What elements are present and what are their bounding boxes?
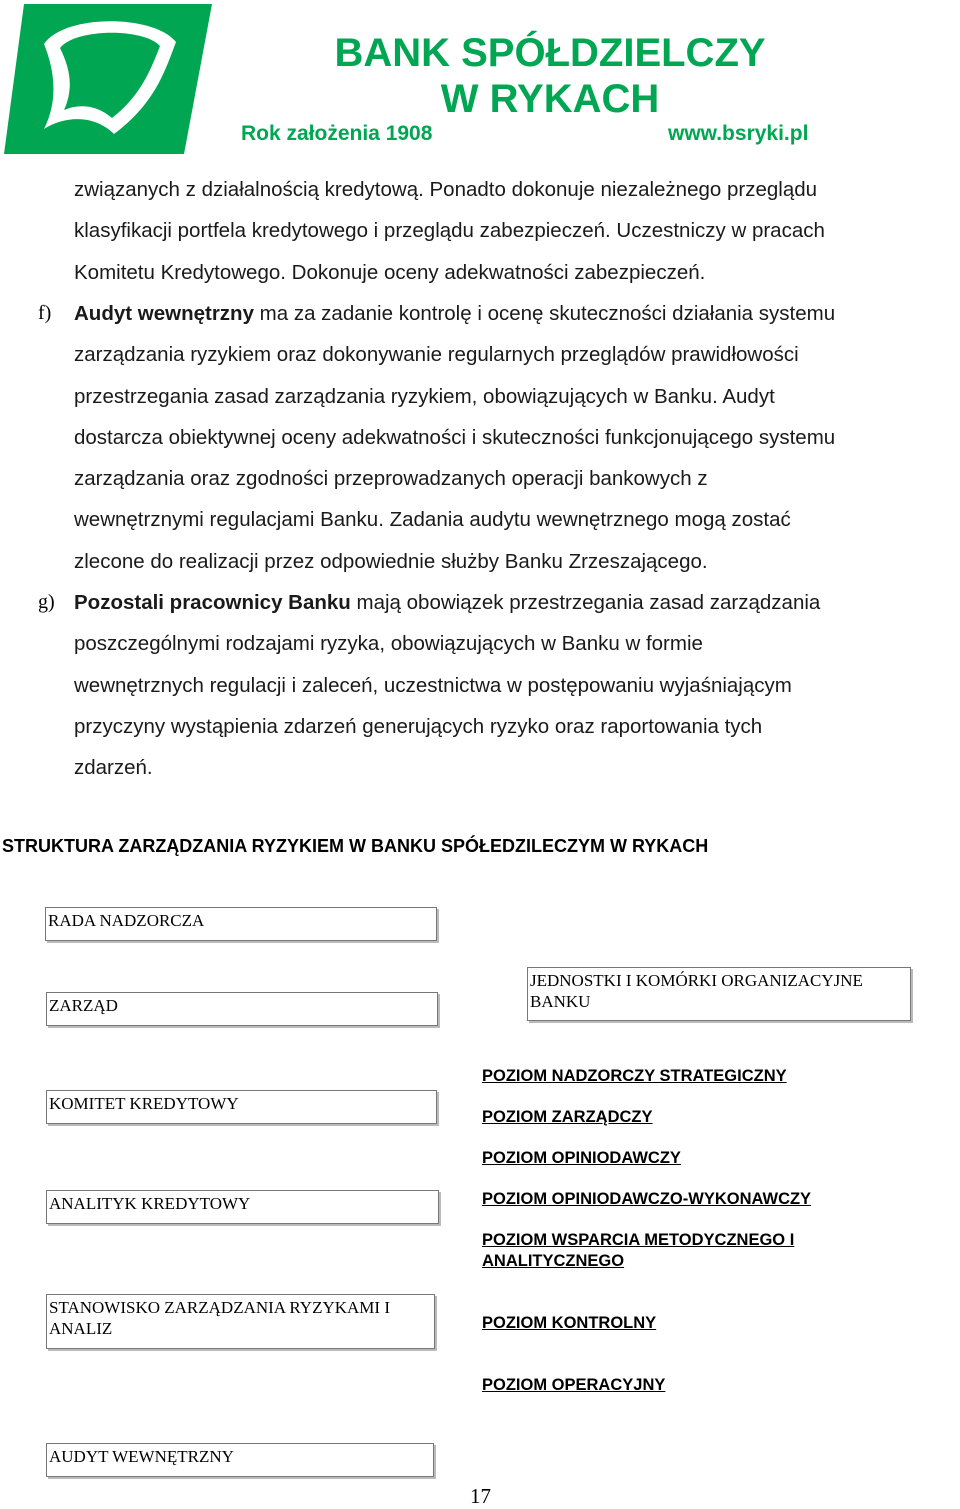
item-g-marker: g) bbox=[38, 591, 55, 613]
box-stanowisko-line: STANOWISKO ZARZĄDZANIA RYZYKAMI I bbox=[49, 1298, 390, 1317]
item-f-paragraph bbox=[74, 293, 835, 582]
item-f-line: zarządzania oraz zgodności przeprowadzanych operacji bankowych z bbox=[74, 467, 708, 491]
intro-line: klasyfikacji portfela kredytowego i przeglądu zabezpieczeń. Uczestniczy w pracach bbox=[74, 219, 825, 243]
intro-line: Komitetu Kredytowego. Dokonuje oceny adekwatności zabezpieczeń. bbox=[74, 260, 706, 284]
level-operacyjny: POZIOM OPERACYJNY bbox=[482, 1376, 666, 1394]
page-number: 17 bbox=[470, 1484, 491, 1508]
item-f-line: przestrzegania zasad zarządzania ryzykiem, obowiązujących w Banku. Audyt bbox=[74, 384, 775, 408]
item-f-line: wewnętrznymi regulacjami Banku. Zadania audytu wewnętrznego mogą zostać bbox=[74, 508, 791, 532]
item-g-bold: Pozostali pracownicy Banku bbox=[74, 591, 351, 614]
item-f-first-line bbox=[74, 293, 835, 334]
intro-line: związanych z działalnością kredytową. Ponadto dokonuje niezależnego przeglądu bbox=[74, 178, 818, 201]
level-wsparcia bbox=[482, 1230, 794, 1272]
founded-year: Rok założenia 1908 bbox=[241, 122, 433, 145]
box-zarzad: ZARZĄD bbox=[46, 992, 438, 1026]
level-zarzadczy: POZIOM ZARZĄDCZY bbox=[482, 1108, 653, 1126]
level-wsparcia-line: ANALITYCZNEGO bbox=[482, 1252, 625, 1270]
box-stanowisko-line: ANALIZ bbox=[49, 1319, 113, 1338]
item-f-marker: f) bbox=[38, 302, 52, 324]
item-f-line: zlecone do realizacji przez odpowiednie służby Banku Zrzeszającego. bbox=[74, 549, 708, 573]
box-audyt-wewnetrzny: AUDYT WEWNĘTRZNY bbox=[46, 1443, 434, 1477]
bank-name-line2: W RYKACH bbox=[440, 77, 660, 121]
item-f-line1-rest: ma za zadanie kontrolę i ocenę skuteczności działania systemu bbox=[253, 302, 836, 325]
level-wsparcia-line: POZIOM WSPARCIA METODYCZNEGO I bbox=[482, 1231, 795, 1249]
item-f-line: zarządzania ryzykiem oraz dokonywanie regularnych przeglądów prawidłowości bbox=[74, 343, 799, 367]
box-stanowisko bbox=[46, 1294, 435, 1349]
structure-title: STRUKTURA ZARZĄDZANIA RYZYKIEM W BANKU SPÓŁEDZILECZYM W RYKACH bbox=[2, 836, 709, 856]
bank-website: www.bsryki.pl bbox=[668, 122, 809, 145]
box-jednostki-line: JEDNOSTKI I KOMÓRKI ORGANIZACYJNE bbox=[530, 971, 863, 990]
item-g-line1-rest: mają obowiązek przestrzegania zasad zarządzania bbox=[350, 591, 821, 614]
level-nadzorczy: POZIOM NADZORCZY STRATEGICZNY bbox=[482, 1067, 787, 1085]
level-kontrolny: POZIOM KONTROLNY bbox=[482, 1314, 657, 1332]
item-g-first-line bbox=[74, 582, 820, 623]
item-g-line: zdarzeń. bbox=[74, 756, 153, 780]
item-g-line: poszczególnymi rodzajami ryzyka, obowiązujących w Banku w formie bbox=[74, 632, 703, 656]
bank-logo-graphic bbox=[4, 4, 212, 154]
item-g-line: przyczyny wystąpienia zdarzeń generujących ryzyko oraz raportowania tych bbox=[74, 714, 763, 738]
box-jednostki-line: BANKU bbox=[530, 992, 591, 1011]
level-opiniodawczo-wykonawczy: POZIOM OPINIODAWCZO-WYKONAWCZY bbox=[482, 1190, 812, 1208]
item-g-paragraph bbox=[74, 582, 820, 788]
box-jednostki bbox=[527, 967, 911, 1021]
bank-logo bbox=[4, 4, 212, 154]
level-opiniodawczy: POZIOM OPINIODAWCZY bbox=[482, 1149, 681, 1167]
box-komitet-kredytowy: KOMITET KREDYTOWY bbox=[46, 1090, 437, 1124]
item-g-line: wewnętrznych regulacji i zaleceń, uczestnictwa w postępowaniu wyjaśniającym bbox=[74, 673, 792, 697]
item-f-bold: Audyt wewnętrzny bbox=[74, 302, 254, 325]
box-rada-nadzorcza: RADA NADZORCZA bbox=[45, 907, 437, 941]
box-analityk-kredytowy: ANALITYK KREDYTOWY bbox=[46, 1190, 439, 1224]
item-f-line: dostarcza obiektywnej oceny adekwatności i skuteczności funkcjonującego systemu bbox=[74, 425, 836, 449]
bank-name-line1: BANK SPÓŁDZIELCZY bbox=[334, 31, 766, 75]
intro-paragraph bbox=[74, 169, 825, 293]
